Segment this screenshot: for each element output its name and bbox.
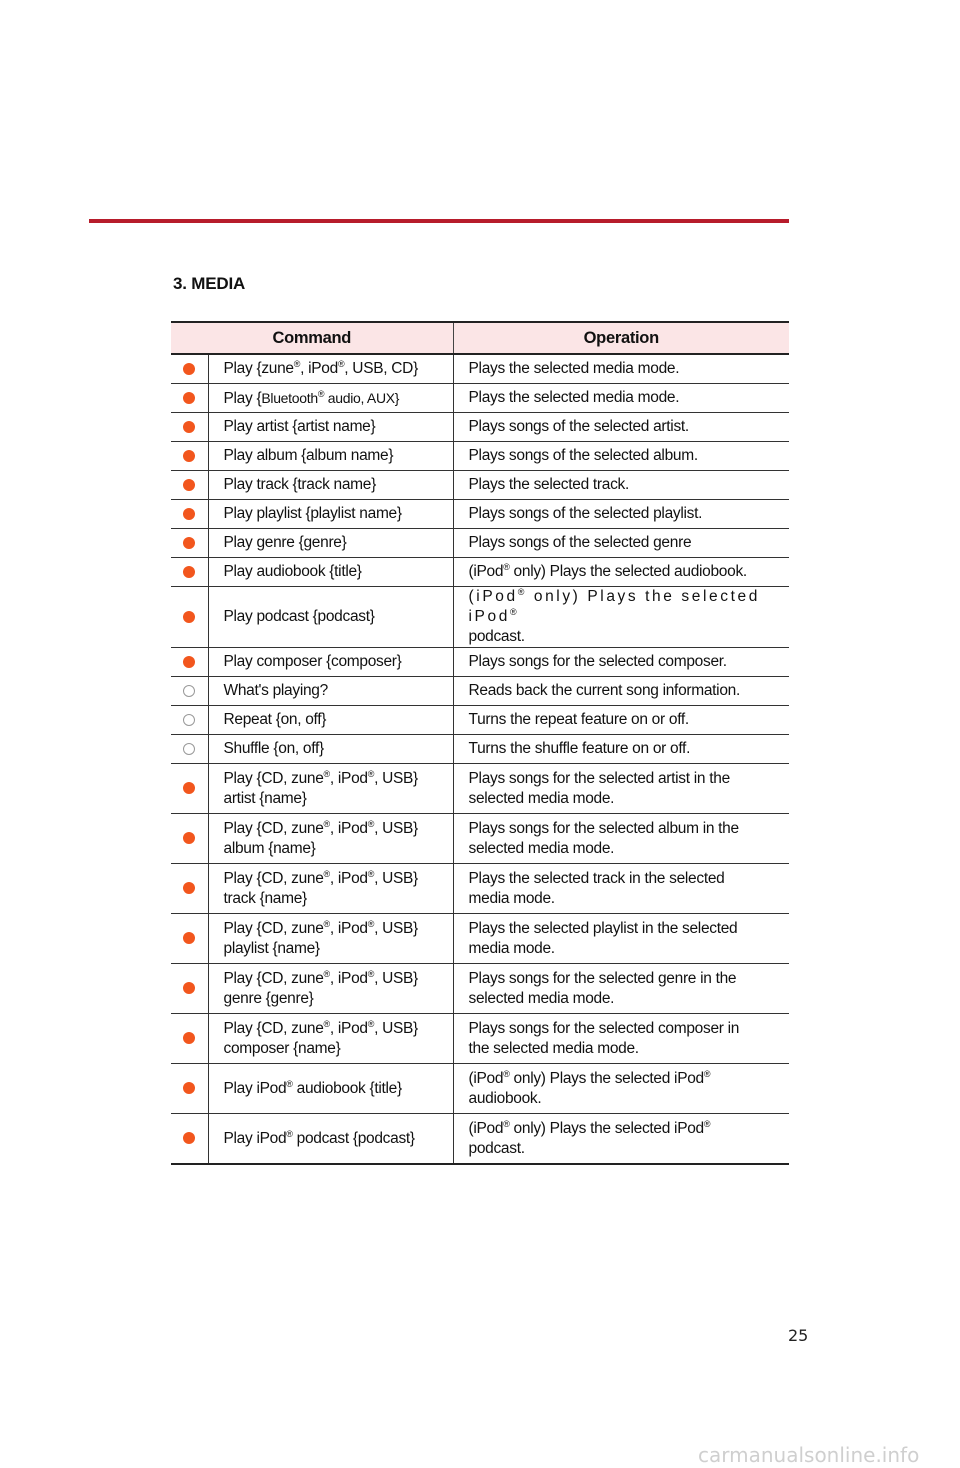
- command-cell: [208, 471, 453, 500]
- command-cell: [208, 529, 453, 558]
- operation-cell: [453, 1064, 789, 1114]
- bullet-cell: [171, 587, 208, 648]
- filled-circle-icon: [183, 1032, 195, 1044]
- command-text: , USB}: [374, 819, 418, 837]
- registered-mark: ®: [286, 1078, 293, 1089]
- command-cell: [208, 354, 453, 384]
- empty-circle-icon: [183, 685, 195, 697]
- filled-circle-icon: [183, 982, 195, 994]
- bullet-cell: [171, 384, 208, 413]
- filled-circle-icon: [183, 450, 195, 462]
- operation-text: Plays the selected playlist in the selected: [468, 919, 738, 937]
- command-text: Play {CD, zune: [223, 769, 324, 787]
- command-text: playlist {name}: [223, 939, 320, 957]
- bullet-cell: [171, 558, 208, 587]
- registered-mark: ®: [323, 1018, 330, 1029]
- command-cell: [208, 413, 453, 442]
- command-text: Play artist {artist name}: [223, 418, 376, 435]
- media-command-table: [171, 321, 789, 1165]
- empty-circle-icon: [183, 743, 195, 755]
- registered-mark: ®: [317, 388, 325, 399]
- table-row: [171, 354, 789, 384]
- command-text: Play track {track name}: [223, 476, 376, 493]
- operation-cell: [453, 677, 789, 706]
- command-cell: [208, 914, 453, 964]
- operation-text: Plays songs for the selected composer in: [468, 1019, 740, 1037]
- command-text: Play composer {composer}: [223, 653, 402, 670]
- operation-cell: [453, 384, 789, 413]
- section-title: 3. MEDIA: [173, 274, 246, 293]
- operation-text: Plays songs of the selected playlist.: [468, 505, 703, 522]
- operation-cell: [453, 764, 789, 814]
- command-text: Play {CD, zune: [223, 1019, 324, 1037]
- table-row: [171, 677, 789, 706]
- table-row: [171, 764, 789, 814]
- registered-mark: ®: [703, 1068, 711, 1079]
- filled-circle-icon: [183, 566, 195, 578]
- registered-mark: ®: [367, 968, 375, 979]
- registered-mark: ®: [503, 1118, 510, 1129]
- command-cell: [208, 500, 453, 529]
- bullet-cell: [171, 1064, 208, 1114]
- command-cell: [208, 558, 453, 587]
- operation-text: selected media mode.: [468, 989, 615, 1007]
- registered-mark: ®: [323, 868, 330, 879]
- bullet-cell: [171, 1014, 208, 1064]
- operation-cell: [453, 558, 789, 587]
- filled-circle-icon: [183, 1132, 195, 1144]
- registered-mark: ®: [323, 918, 330, 929]
- command-text: audiobook {title}: [292, 1079, 402, 1097]
- operation-text: media mode.: [468, 889, 555, 907]
- operation-cell: [453, 354, 789, 384]
- command-cell: [208, 964, 453, 1014]
- bullet-cell: [171, 864, 208, 914]
- operation-text: only) Plays the selected iPod: [509, 1119, 704, 1137]
- command-text: , iPod: [329, 919, 368, 937]
- command-text: , iPod: [329, 869, 368, 887]
- filled-circle-icon: [183, 1082, 195, 1094]
- command-cell: [208, 706, 453, 735]
- command-cell: [208, 648, 453, 677]
- operation-text: only) Plays the selected audiobook.: [509, 563, 747, 580]
- bullet-cell: [171, 735, 208, 764]
- registered-mark: ®: [367, 918, 375, 929]
- command-text: Play {zune: [223, 360, 294, 377]
- operation-cell: [453, 735, 789, 764]
- operation-text: Plays songs for the selected artist in the: [468, 769, 730, 787]
- command-text: , iPod: [329, 1019, 368, 1037]
- operation-text: only) Plays the selected iPod: [509, 1069, 704, 1087]
- command-text: , iPod: [329, 969, 368, 987]
- command-text: , iPod: [300, 360, 338, 377]
- command-text: Play {: [223, 389, 262, 407]
- table-row: [171, 914, 789, 964]
- filled-circle-icon: [183, 611, 195, 623]
- operation-text: Plays the selected media mode.: [468, 389, 680, 406]
- bullet-cell: [171, 814, 208, 864]
- command-cell: [208, 677, 453, 706]
- bullet-cell: [171, 529, 208, 558]
- filled-circle-icon: [183, 656, 195, 668]
- bullet-cell: [171, 471, 208, 500]
- command-text: , iPod: [329, 769, 368, 787]
- command-text: , USB}: [374, 869, 418, 887]
- operation-line: [469, 588, 760, 625]
- command-cell: [208, 864, 453, 914]
- bullet-cell: [171, 764, 208, 814]
- command-cell: [208, 814, 453, 864]
- registered-mark: ®: [367, 868, 375, 879]
- bullet-cell: [171, 677, 208, 706]
- command-text: composer {name}: [223, 1039, 341, 1057]
- operation-cell: [453, 914, 789, 964]
- table-row: [171, 735, 789, 764]
- table-row: [171, 864, 789, 914]
- command-text: , USB}: [374, 1019, 418, 1037]
- registered-mark: ®: [337, 358, 345, 369]
- watermark: carmanualsonline.info: [698, 1443, 920, 1467]
- filled-circle-icon: [183, 782, 195, 794]
- command-cell: [208, 735, 453, 764]
- header-command: Command: [171, 322, 453, 354]
- command-cell: [208, 1114, 453, 1165]
- bullet-cell: [171, 1114, 208, 1165]
- filled-circle-icon: [183, 508, 195, 520]
- operation-text: podcast.: [468, 1139, 525, 1157]
- registered-mark: ®: [323, 768, 330, 779]
- operation-text: the selected media mode.: [468, 1039, 639, 1057]
- table-row: [171, 1014, 789, 1064]
- operation-cell: [453, 648, 789, 677]
- operation-text: Turns the repeat feature on or off.: [468, 711, 689, 728]
- table-row: [171, 500, 789, 529]
- command-text: Play iPod: [223, 1079, 287, 1097]
- registered-mark: ®: [286, 1128, 293, 1139]
- bullet-cell: [171, 964, 208, 1014]
- empty-circle-icon: [183, 714, 195, 726]
- operation-cell: [453, 529, 789, 558]
- operation-text: (iPod: [468, 1069, 504, 1087]
- registered-mark: ®: [503, 1068, 510, 1079]
- command-text: Play {CD, zune: [223, 869, 324, 887]
- operation-text: (iPod: [468, 1119, 504, 1137]
- filled-circle-icon: [183, 392, 195, 404]
- command-text: audio, AUX}: [324, 389, 400, 406]
- registered-mark: ®: [323, 968, 330, 979]
- command-text: What's playing?: [223, 682, 328, 699]
- command-text: , USB}: [374, 769, 418, 787]
- command-text: Play playlist {playlist name}: [223, 505, 402, 522]
- command-cell: [208, 764, 453, 814]
- operation-text: Plays songs of the selected genre: [468, 534, 692, 551]
- operation-text: Plays songs for the selected album in the: [468, 819, 739, 837]
- operation-text: media mode.: [468, 939, 555, 957]
- operation-cell: [453, 1014, 789, 1064]
- command-text: genre {genre}: [223, 989, 314, 1007]
- operation-text: Plays songs of the selected artist.: [468, 418, 689, 435]
- operation-text: (iPod: [468, 588, 518, 605]
- operation-text: audiobook.: [468, 1089, 542, 1107]
- operation-text: selected media mode.: [468, 789, 615, 807]
- command-text: , USB}: [374, 919, 418, 937]
- operation-text: Reads back the current song information.: [468, 682, 740, 699]
- table-row: [171, 471, 789, 500]
- filled-circle-icon: [183, 421, 195, 433]
- registered-mark: ®: [703, 1118, 711, 1129]
- header-operation: Operation: [453, 322, 789, 354]
- operation-cell: [453, 500, 789, 529]
- table-row: [171, 1114, 789, 1165]
- command-text: Play genre {genre}: [223, 534, 347, 551]
- command-cell: [208, 1014, 453, 1064]
- bullet-cell: [171, 706, 208, 735]
- table-row: [171, 442, 789, 471]
- page-number: 25: [788, 1326, 809, 1345]
- command-text: Play {CD, zune: [223, 969, 324, 987]
- filled-circle-icon: [183, 363, 195, 375]
- bullet-cell: [171, 500, 208, 529]
- bullet-cell: [171, 648, 208, 677]
- table-row: [171, 814, 789, 864]
- registered-mark: ®: [367, 818, 375, 829]
- command-text: , iPod: [329, 819, 368, 837]
- operation-text: only) Plays the selected iPod: [468, 588, 760, 625]
- registered-mark: ®: [503, 561, 510, 572]
- operation-text: Plays songs of the selected album.: [468, 447, 698, 464]
- operation-text: Plays the selected track.: [468, 476, 630, 493]
- operation-cell: [453, 587, 789, 648]
- operation-cell: [453, 442, 789, 471]
- command-text: Play iPod: [223, 1129, 287, 1147]
- command-text: Play audiobook {title}: [223, 563, 362, 580]
- header-rule: [89, 219, 789, 223]
- command-text: artist {name}: [223, 789, 307, 807]
- operation-text: podcast.: [468, 628, 525, 645]
- command-text: Bluetooth: [261, 389, 318, 406]
- operation-cell: [453, 413, 789, 442]
- operation-text: Plays the selected media mode.: [468, 360, 680, 377]
- table-row: [171, 558, 789, 587]
- table-row: [171, 529, 789, 558]
- operation-text: selected media mode.: [468, 839, 615, 857]
- table-header-row: [171, 322, 789, 354]
- operation-cell: [453, 1114, 789, 1165]
- command-text: album {name}: [223, 839, 316, 857]
- registered-mark: ®: [367, 768, 375, 779]
- command-text: Play podcast {podcast}: [223, 608, 375, 625]
- filled-circle-icon: [183, 832, 195, 844]
- registered-mark: ®: [509, 606, 520, 617]
- command-cell: [208, 1064, 453, 1114]
- bullet-cell: [171, 413, 208, 442]
- table-row: [171, 1064, 789, 1114]
- bullet-cell: [171, 914, 208, 964]
- operation-text: (iPod: [468, 563, 504, 580]
- table-row: [171, 706, 789, 735]
- command-cell: [208, 442, 453, 471]
- operation-cell: [453, 814, 789, 864]
- registered-mark: ®: [517, 586, 527, 597]
- command-text: Play {CD, zune: [223, 819, 324, 837]
- bullet-cell: [171, 442, 208, 471]
- command-text: Repeat {on, off}: [223, 711, 327, 728]
- operation-cell: [453, 864, 789, 914]
- operation-text: Plays songs for the selected genre in the: [468, 969, 737, 987]
- operation-cell: [453, 706, 789, 735]
- table-row: [171, 587, 789, 648]
- table-row: [171, 413, 789, 442]
- command-text: track {name}: [223, 889, 307, 907]
- command-text: Play {CD, zune: [223, 919, 324, 937]
- operation-cell: [453, 964, 789, 1014]
- filled-circle-icon: [183, 537, 195, 549]
- registered-mark: ®: [367, 1018, 375, 1029]
- command-text: Shuffle {on, off}: [223, 740, 324, 757]
- command-text: Play album {album name}: [223, 447, 394, 464]
- operation-text: Plays the selected track in the selected: [468, 869, 725, 887]
- operation-text: Turns the shuffle feature on or off.: [468, 740, 691, 757]
- operation-text: Plays songs for the selected composer.: [468, 653, 727, 670]
- registered-mark: ®: [323, 818, 330, 829]
- filled-circle-icon: [183, 882, 195, 894]
- table-row: [171, 648, 789, 677]
- operation-cell: [453, 471, 789, 500]
- registered-mark: ®: [293, 358, 301, 369]
- filled-circle-icon: [183, 479, 195, 491]
- table-row: [171, 964, 789, 1014]
- command-text: , USB}: [374, 969, 418, 987]
- filled-circle-icon: [183, 932, 195, 944]
- command-cell: [208, 384, 453, 413]
- command-text: podcast {podcast}: [292, 1129, 415, 1147]
- command-text: , USB, CD}: [344, 360, 418, 377]
- command-cell: [208, 587, 453, 648]
- table-row: [171, 384, 789, 413]
- bullet-cell: [171, 354, 208, 384]
